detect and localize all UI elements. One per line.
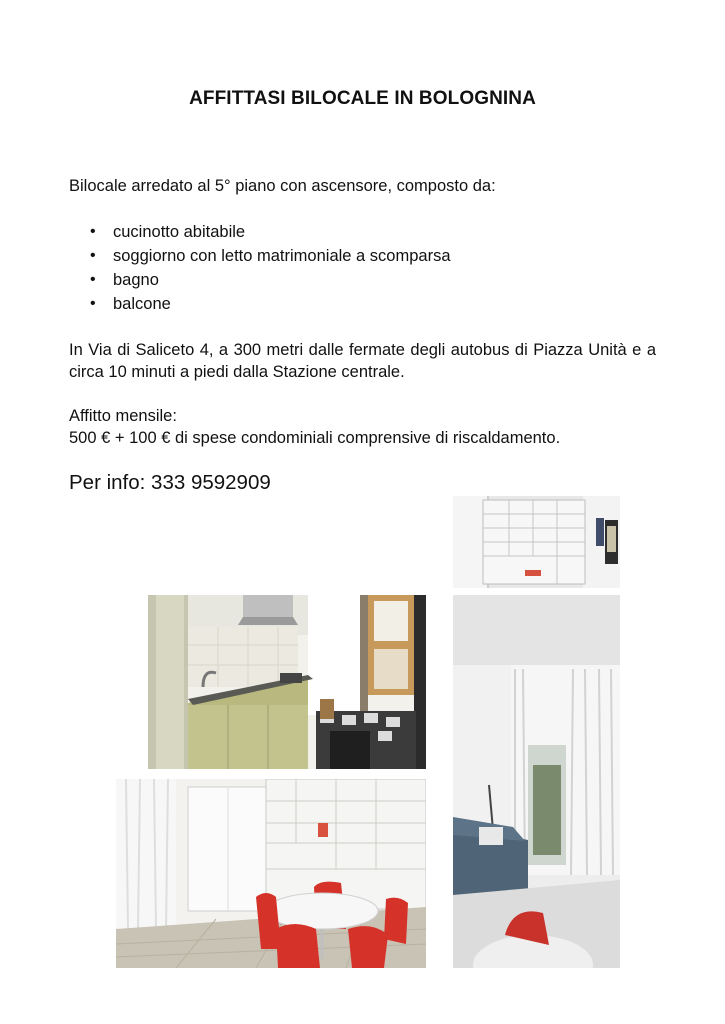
rent-value: 500 € + 100 € di spese condominiali comprensive di riscaldamento. (69, 429, 561, 447)
list-item: • bagno (90, 268, 451, 292)
photo-window-sofa (453, 595, 620, 968)
rent-label: Affitto mensile: (69, 407, 177, 425)
intro-text: Bilocale arredato al 5° piano con ascensore, composto da: (69, 177, 496, 195)
list-item: • soggiorno con letto matrimoniale a scomparsa (90, 244, 451, 268)
feature-list (90, 220, 451, 316)
list-item: • cucinotto abitabile (90, 220, 451, 244)
photo-kitchenette (148, 595, 426, 769)
photo-living-area (116, 779, 426, 968)
page-title: AFFITTASI BILOCALE IN BOLOGNINA (189, 88, 536, 109)
contact-info: Per info: 333 9592909 (69, 471, 271, 494)
photo-shelving-wall (453, 496, 620, 588)
list-item: • balcone (90, 292, 451, 316)
location-paragraph: In Via di Saliceto 4, a 300 metri dalle fermate degli autobus di Piazza Unità e a circa 10 minuti a piedi dalla Stazione centrale. (69, 341, 656, 381)
